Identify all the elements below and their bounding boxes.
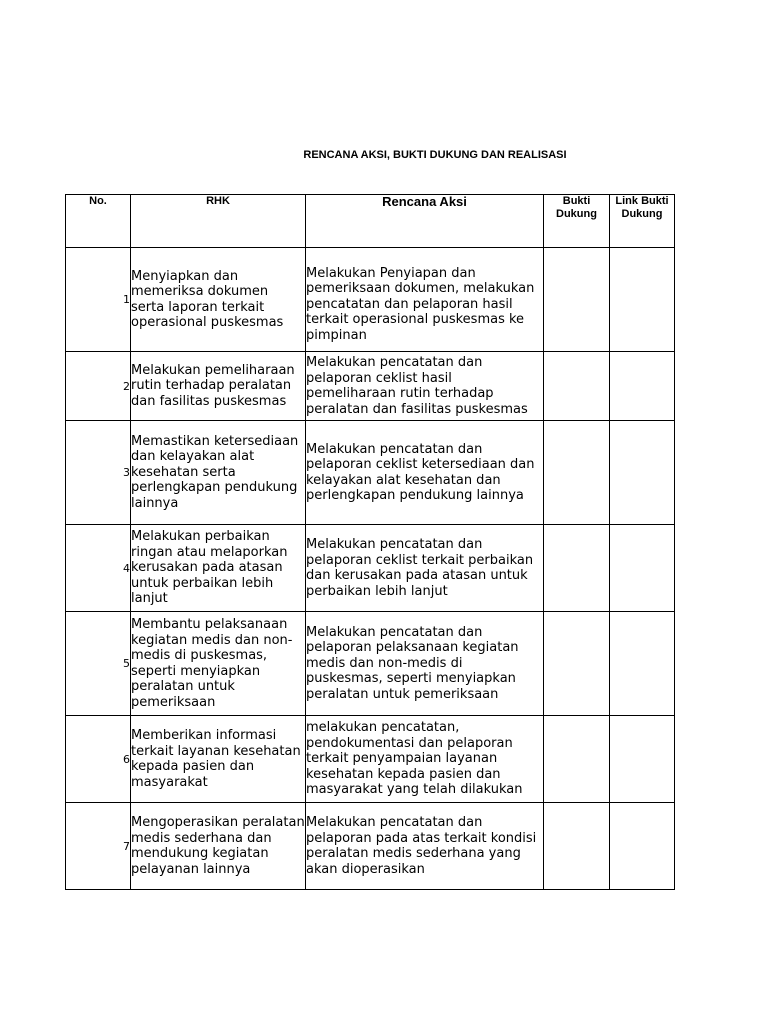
rhk-cell: Melakukan perbaikan ringan atau melaporkan kerusakan pada atasan untuk perbaikan lebih lanjut — [131, 525, 306, 612]
table-row — [66, 612, 675, 716]
rencana-aksi-cell: Melakukan pencatatan dan pelaporan pada atas terkait kondisi peralatan medis sederhana yang akan dioperasikan — [306, 803, 544, 890]
row-number: 1 — [66, 248, 131, 352]
rencana-aksi-cell: Melakukan pencatatan dan pelaporan ceklist hasil pemeliharaan rutin terhadap peralatan dan fasilitas puskesmas — [306, 352, 544, 421]
bukti-dukung-cell — [544, 352, 610, 421]
rhk-cell: Mengoperasikan peralatan medis sederhana dan mendukung kegiatan pelayanan lainnya — [131, 803, 306, 890]
table-row — [66, 803, 675, 890]
rencana-aksi-cell: melakukan pencatatan, pendokumentasi dan pelaporan terkait penyampaian layanan kesehatan kepada pasien dan masyarakat yang telah dilakukan — [306, 716, 544, 803]
row-number: 3 — [66, 421, 131, 525]
rhk-cell: Membantu pelaksanaan kegiatan medis dan non-medis di puskesmas, seperti menyiapkan peralatan untuk pemeriksaan — [131, 612, 306, 716]
rhk-cell: Memberikan informasi terkait layanan kesehatan kepada pasien dan masyarakat — [131, 716, 306, 803]
rhk-cell: Melakukan pemeliharaan rutin terhadap peralatan dan fasilitas puskesmas — [131, 352, 306, 421]
rencana-aksi-cell: Melakukan pencatatan dan pelaporan ceklist ketersediaan dan kelayakan alat kesehatan dan perlengkapan pendukung lainnya — [306, 421, 544, 525]
row-number: 2 — [66, 352, 131, 421]
rencana-aksi-cell: Melakukan Penyiapan dan pemeriksaan dokumen, melakukan pencatatan dan pelaporan hasil terkait operasional puskesmas ke pimpinan — [306, 248, 544, 352]
bukti-dukung-cell — [544, 248, 610, 352]
table-row — [66, 525, 675, 612]
link-bukti-dukung-cell — [610, 421, 675, 525]
bukti-dukung-cell — [544, 716, 610, 803]
link-bukti-dukung-cell — [610, 803, 675, 890]
row-number: 6 — [66, 716, 131, 803]
header-bukti-dukung: Bukti Dukung — [544, 195, 610, 248]
table-row — [66, 352, 675, 421]
bukti-dukung-cell — [544, 421, 610, 525]
table-row — [66, 716, 675, 803]
header-rencana-aksi: Rencana Aksi — [306, 195, 544, 248]
link-bukti-dukung-cell — [610, 352, 675, 421]
row-number: 7 — [66, 803, 131, 890]
table-row — [66, 421, 675, 525]
header-link-bukti-dukung: Link Bukti Dukung — [610, 195, 675, 248]
header-rhk: RHK — [131, 195, 306, 248]
header-row — [66, 195, 675, 248]
bukti-dukung-cell — [544, 803, 610, 890]
link-bukti-dukung-cell — [610, 612, 675, 716]
rencana-aksi-cell: Melakukan pencatatan dan pelaporan ceklist terkait perbaikan dan kerusakan pada atasan untuk perbaikan lebih lanjut — [306, 525, 544, 612]
table-row — [66, 248, 675, 352]
action-plan-table — [65, 194, 675, 890]
link-bukti-dukung-cell — [610, 525, 675, 612]
rhk-cell: Menyiapkan dan memeriksa dokumen serta laporan terkait operasional puskesmas — [131, 248, 306, 352]
row-number: 5 — [66, 612, 131, 716]
rhk-cell: Memastikan ketersediaan dan kelayakan alat kesehatan serta perlengkapan pendukung lainnya — [131, 421, 306, 525]
rencana-aksi-cell: Melakukan pencatatan dan pelaporan pelaksanaan kegiatan medis dan non-medis di puskesmas, seperti menyiapkan peralatan untuk pemeriksaan — [306, 612, 544, 716]
link-bukti-dukung-cell — [610, 248, 675, 352]
bukti-dukung-cell — [544, 612, 610, 716]
bukti-dukung-cell — [544, 525, 610, 612]
row-number: 4 — [66, 525, 131, 612]
header-no: No. — [66, 195, 131, 248]
link-bukti-dukung-cell — [610, 716, 675, 803]
document-title: RENCANA AKSI, BUKTI DUKUNG DAN REALISASI — [303, 149, 567, 161]
